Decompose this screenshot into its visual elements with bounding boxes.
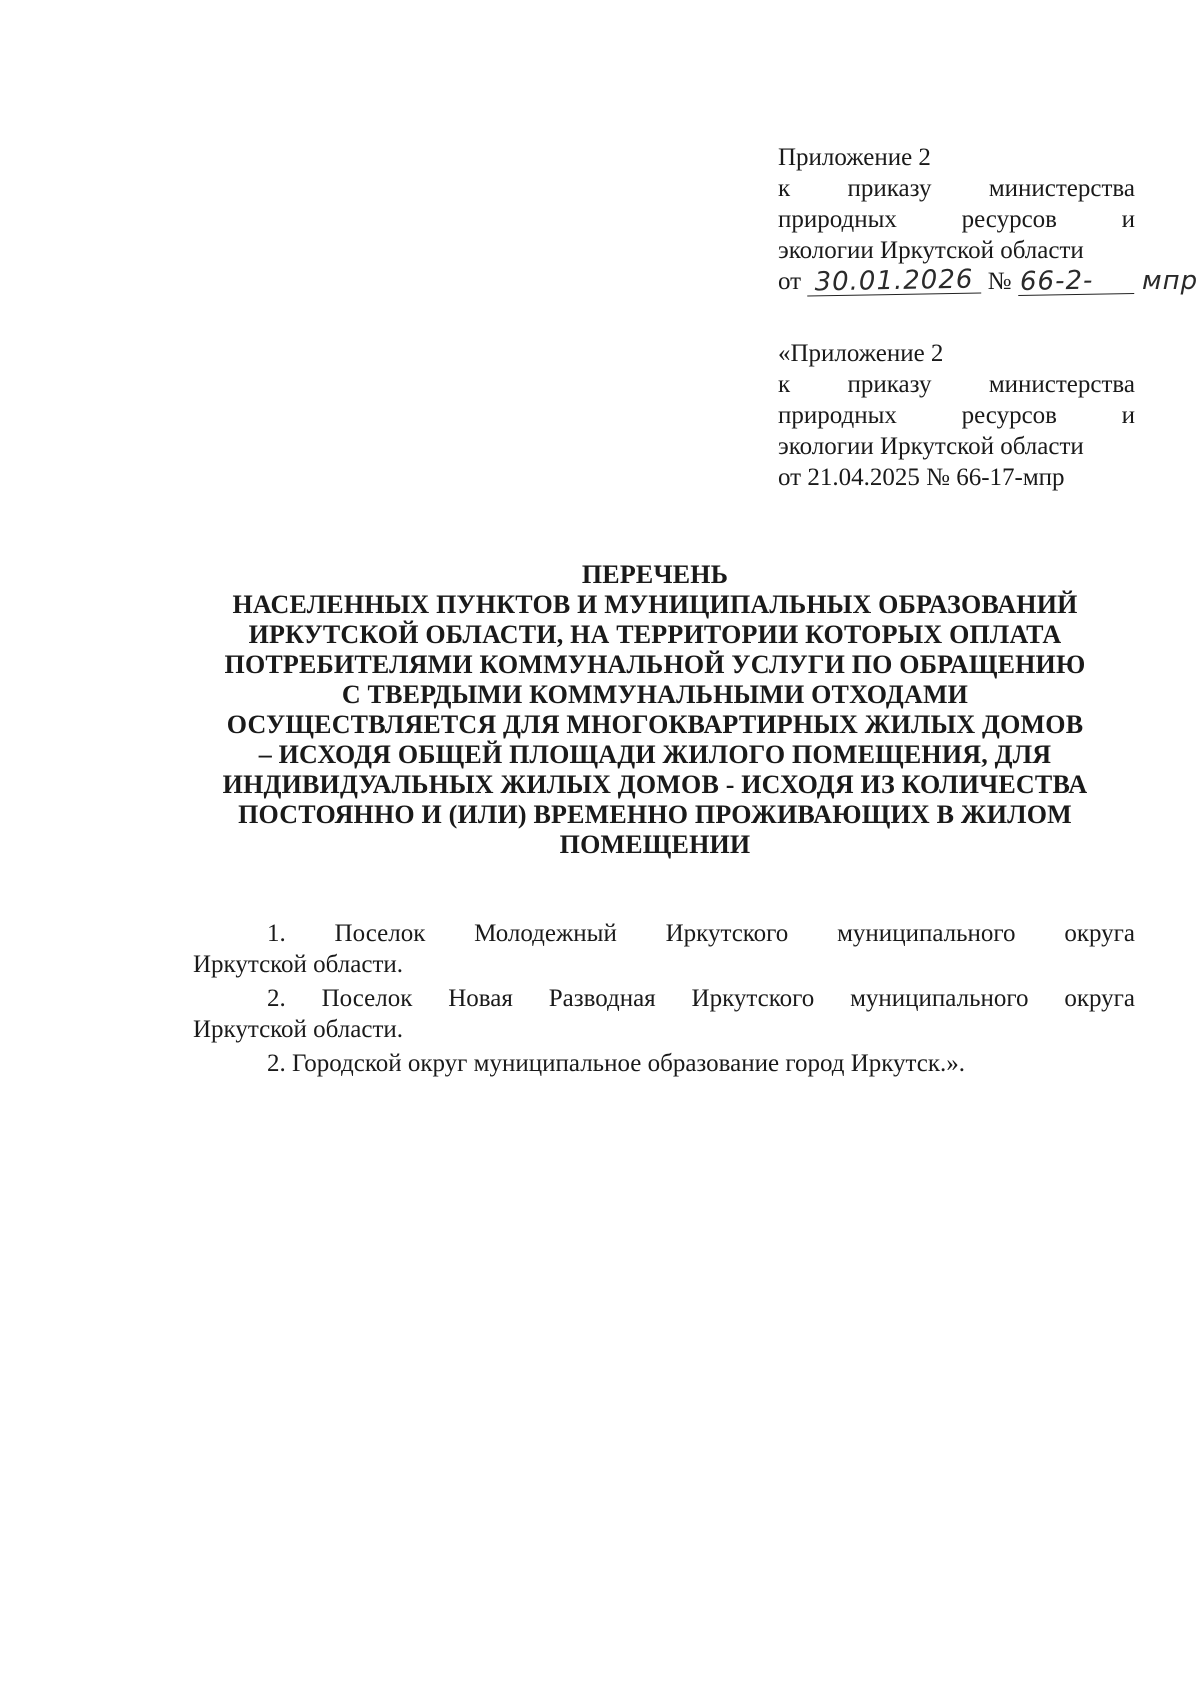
list-word: 1. bbox=[267, 920, 286, 947]
appendix-order-line bbox=[778, 173, 1135, 204]
appendix-word: и bbox=[1121, 402, 1135, 429]
appendix-header-new bbox=[778, 142, 1199, 298]
list-item-first-line bbox=[193, 918, 1135, 949]
list-item-continuation: Иркутской области. bbox=[193, 1016, 403, 1043]
appendix-word: природных bbox=[778, 402, 897, 429]
list-word: Разводная bbox=[548, 985, 656, 1012]
list-word: округа bbox=[1064, 920, 1135, 947]
title-line: ПЕРЕЧЕНЬ bbox=[581, 560, 729, 589]
list-word: Поселок bbox=[334, 920, 426, 947]
list-item bbox=[193, 918, 1135, 980]
title-line: ИНДИВИДУАЛЬНЫХ ЖИЛЫХ ДОМОВ - ИСХОДЯ ИЗ КОЛИЧЕСТВА bbox=[222, 770, 1088, 799]
title-line: – ИСХОДЯ ОБЩЕЙ ПЛОЩАДИ ЖИЛОГО ПОМЕЩЕНИЯ, ДЛЯ bbox=[258, 740, 1052, 769]
appendix-word: ресурсов bbox=[961, 402, 1057, 429]
appendix-label: Приложение 2 bbox=[778, 144, 931, 171]
appendix-ministry-line bbox=[778, 204, 1135, 235]
list-item bbox=[193, 983, 1135, 1045]
list-word: муниципального bbox=[837, 920, 1016, 947]
list-word: Новая bbox=[448, 985, 513, 1012]
title-line: ИРКУТСКОЙ ОБЛАСТИ, НА ТЕРРИТОРИИ КОТОРЫХ ОПЛАТА bbox=[248, 620, 1062, 649]
appendix-word: к bbox=[778, 175, 791, 202]
appendix-word: к bbox=[778, 371, 791, 398]
title-line: ОСУЩЕСТВЛЯЕТСЯ ДЛЯ МНОГОКВАРТИРНЫХ ЖИЛЫХ ДОМОВ bbox=[226, 710, 1084, 739]
number-sign: № bbox=[987, 268, 1012, 295]
appendix-ministry-line bbox=[778, 400, 1135, 431]
list-item: 2. Городской округ муниципальное образование город Иркутск.». bbox=[267, 1050, 966, 1077]
handwritten-date: 30.01.2026 bbox=[807, 266, 981, 296]
list-word: муниципального bbox=[850, 985, 1029, 1012]
appendix-order-line bbox=[778, 369, 1135, 400]
handwritten-number: 66-2- bbox=[1017, 267, 1133, 296]
title-line: ПОМЕЩЕНИИ bbox=[559, 830, 751, 859]
list-word: Поселок bbox=[321, 985, 413, 1012]
appendix-date-line: от 21.04.2025 № 66-17-мпр bbox=[778, 464, 1065, 491]
list-word: округа bbox=[1064, 985, 1135, 1012]
document-title bbox=[175, 560, 1135, 860]
appendix-word: приказу bbox=[847, 371, 932, 398]
date-prefix: от bbox=[778, 268, 802, 295]
title-line: С ТВЕРДЫМИ КОММУНАЛЬНЫМИ ОТХОДАМИ bbox=[341, 680, 969, 709]
handwritten-number-suffix: мпр bbox=[1141, 266, 1199, 296]
list-word: Иркутского bbox=[691, 985, 815, 1012]
appendix-word: ресурсов bbox=[961, 206, 1057, 233]
list-item-first-line bbox=[193, 983, 1135, 1014]
appendix-word: приказу bbox=[847, 175, 932, 202]
appendix-date-line bbox=[778, 264, 1199, 298]
appendix-word: и bbox=[1121, 206, 1135, 233]
appendix-word: министерства bbox=[988, 175, 1135, 202]
appendix-word: природных bbox=[778, 206, 897, 233]
title-line: НАСЕЛЕННЫХ ПУНКТОВ И МУНИЦИПАЛЬНЫХ ОБРАЗОВАНИЙ bbox=[232, 590, 1078, 619]
list-word: 2. bbox=[267, 985, 286, 1012]
list-word: Иркутского bbox=[665, 920, 789, 947]
settlement-list bbox=[193, 918, 1135, 1082]
appendix-word: министерства bbox=[988, 371, 1135, 398]
appendix-label: «Приложение 2 bbox=[778, 340, 944, 367]
appendix-region-line: экологии Иркутской области bbox=[778, 433, 1084, 460]
title-line: ПОТРЕБИТЕЛЯМИ КОММУНАЛЬНОЙ УСЛУГИ ПО ОБРАЩЕНИЮ bbox=[224, 650, 1086, 679]
appendix-region-line: экологии Иркутской области bbox=[778, 237, 1084, 264]
appendix-header-original bbox=[778, 338, 1135, 493]
title-line: ПОСТОЯННО И (ИЛИ) ВРЕМЕННО ПРОЖИВАЮЩИХ В ЖИЛОМ bbox=[238, 800, 1072, 829]
list-item-continuation: Иркутской области. bbox=[193, 951, 403, 978]
list-word: Молодежный bbox=[474, 920, 617, 947]
